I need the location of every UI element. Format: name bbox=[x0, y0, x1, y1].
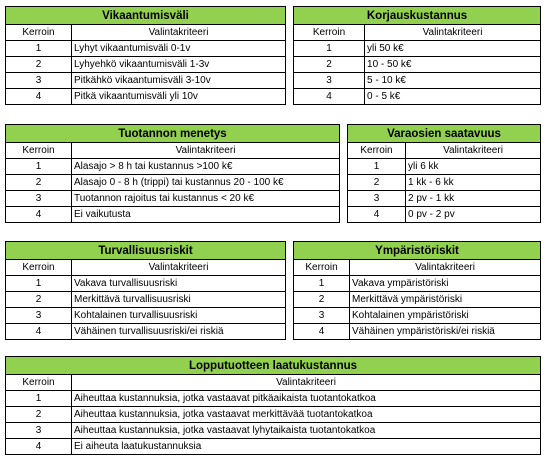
col-kerroin: Kerroin bbox=[6, 260, 72, 276]
col-kerroin: Kerroin bbox=[294, 25, 365, 41]
criteria-cell: 2 pv - 1 kk bbox=[406, 191, 541, 207]
criteria-cell: Aiheuttaa kustannuksia, jotka vastaavat merkittävää tuotantokatkoa bbox=[72, 407, 541, 423]
table-row bbox=[6, 73, 541, 89]
table-tuotannon-menetys-varaosat bbox=[5, 124, 541, 223]
criteria-cell: Alasajo 0 - 8 h (trippi) tai kustannus 20 - 100 k€ bbox=[72, 175, 340, 191]
kerroin-cell: 4 bbox=[294, 324, 350, 340]
criteria-cell: Kohtalainen turvallisuusriski bbox=[72, 308, 286, 324]
criteria-cell: Pitkä vikaantumisväli yli 10v bbox=[72, 89, 286, 105]
table-vikaantumisvali-korjauskustannus bbox=[5, 6, 541, 105]
criteria-cell: Merkittävä turvallisuusriski bbox=[72, 292, 286, 308]
table-row bbox=[6, 57, 541, 73]
kerroin-cell: 1 bbox=[6, 159, 72, 175]
criteria-cell: yli 6 kk bbox=[406, 159, 541, 175]
col-kerroin: Kerroin bbox=[6, 143, 72, 159]
col-valintakriteeri: Valintakriteeri bbox=[365, 25, 541, 41]
criteria-cell: Vähäinen ympäristöriski/ei riskiä bbox=[350, 324, 541, 340]
kerroin-cell: 4 bbox=[6, 439, 72, 455]
header-tuotannon-menetys: Tuotannon menetys bbox=[6, 125, 340, 143]
criteria-cell: Vakava turvallisuusriski bbox=[72, 276, 286, 292]
kerroin-cell: 2 bbox=[294, 57, 365, 73]
criteria-cell: Kohtalainen ympäristöriski bbox=[350, 308, 541, 324]
table-row bbox=[6, 89, 541, 105]
col-kerroin: Kerroin bbox=[6, 25, 72, 41]
header-lopputuotteen-laatukustannus: Lopputuotteen laatukustannus bbox=[6, 357, 541, 375]
criteria-cell: Merkittävä ympäristöriski bbox=[350, 292, 541, 308]
table-turvallisuus-ymparisto bbox=[5, 241, 541, 340]
kerroin-cell: 4 bbox=[294, 89, 365, 105]
table-row bbox=[6, 41, 541, 57]
kerroin-cell: 3 bbox=[6, 308, 72, 324]
criteria-cell: 1 kk - 6 kk bbox=[406, 175, 541, 191]
kerroin-cell: 4 bbox=[6, 324, 72, 340]
kerroin-cell: 2 bbox=[6, 292, 72, 308]
col-valintakriteeri: Valintakriteeri bbox=[72, 25, 286, 41]
kerroin-cell: 1 bbox=[6, 276, 72, 292]
criteria-cell: Aiheuttaa kustannuksia, jotka vastaavat lyhytaikaista tuotantokatkoa bbox=[72, 423, 541, 439]
col-valintakriteeri: Valintakriteeri bbox=[350, 260, 541, 276]
col-valintakriteeri: Valintakriteeri bbox=[406, 143, 541, 159]
criteria-cell: Pitkähkö vikaantumisväli 3-10v bbox=[72, 73, 286, 89]
table-row bbox=[6, 391, 541, 407]
criteria-cell: Aiheuttaa kustannuksia, jotka vastaavat pitkäaikaista tuotantokatkoa bbox=[72, 391, 541, 407]
kerroin-cell: 3 bbox=[294, 73, 365, 89]
kerroin-cell: 3 bbox=[294, 308, 350, 324]
header-turvallisuusriskit: Turvallisuusriskit bbox=[6, 242, 286, 260]
table-row bbox=[6, 292, 541, 308]
col-valintakriteeri: Valintakriteeri bbox=[72, 375, 541, 391]
kerroin-cell: 4 bbox=[348, 207, 406, 223]
criteria-cell: Lyhyt vikaantumisväli 0-1v bbox=[72, 41, 286, 57]
table-row bbox=[6, 159, 541, 175]
table-row bbox=[6, 324, 541, 340]
kerroin-cell: 3 bbox=[348, 191, 406, 207]
criteria-cell: Alasajo > 8 h tai kustannus >100 k€ bbox=[72, 159, 340, 175]
header-ymparistoriskit: Ympäristöriskit bbox=[294, 242, 541, 260]
criteria-cell: Tuotannon rajoitus tai kustannus < 20 k€ bbox=[72, 191, 340, 207]
kerroin-cell: 1 bbox=[6, 41, 72, 57]
criteria-cell: Ei aiheuta laatukustannuksia bbox=[72, 439, 541, 455]
criteria-cell: Ei vaikutusta bbox=[72, 207, 340, 223]
header-vikaantumisvali: Vikaantumisväli bbox=[6, 7, 286, 25]
table-row bbox=[6, 439, 541, 455]
kerroin-cell: 2 bbox=[294, 292, 350, 308]
col-kerroin: Kerroin bbox=[6, 375, 72, 391]
kerroin-cell: 1 bbox=[294, 276, 350, 292]
kerroin-cell: 1 bbox=[6, 391, 72, 407]
table-row bbox=[6, 423, 541, 439]
header-varaosien-saatavuus: Varaosien saatavuus bbox=[348, 125, 541, 143]
col-kerroin: Kerroin bbox=[294, 260, 350, 276]
kerroin-cell: 3 bbox=[6, 423, 72, 439]
col-valintakriteeri: Valintakriteeri bbox=[72, 260, 286, 276]
col-kerroin: Kerroin bbox=[348, 143, 406, 159]
table-lopputuotteen-laatukustannus bbox=[5, 356, 541, 455]
kerroin-cell: 4 bbox=[6, 207, 72, 223]
kerroin-cell: 2 bbox=[6, 57, 72, 73]
criteria-cell: 0 - 5 k€ bbox=[365, 89, 541, 105]
criteria-cell: 10 - 50 k€ bbox=[365, 57, 541, 73]
table-row bbox=[6, 175, 541, 191]
kerroin-cell: 2 bbox=[6, 407, 72, 423]
kerroin-cell: 1 bbox=[348, 159, 406, 175]
criteria-cell: Vakava ympäristöriski bbox=[350, 276, 541, 292]
table-row bbox=[6, 407, 541, 423]
table-row bbox=[6, 276, 541, 292]
kerroin-cell: 3 bbox=[6, 73, 72, 89]
criteria-cell: Lyhyehkö vikaantumisväli 1-3v bbox=[72, 57, 286, 73]
criteria-cell: yli 50 k€ bbox=[365, 41, 541, 57]
kerroin-cell: 2 bbox=[6, 175, 72, 191]
table-row bbox=[6, 207, 541, 223]
header-korjauskustannus: Korjauskustannus bbox=[294, 7, 541, 25]
criteria-cell: 0 pv - 2 pv bbox=[406, 207, 541, 223]
table-row bbox=[6, 308, 541, 324]
kerroin-cell: 1 bbox=[294, 41, 365, 57]
criteria-cell: Vähäinen turvallisuusriski/ei riskiä bbox=[72, 324, 286, 340]
kerroin-cell: 2 bbox=[348, 175, 406, 191]
criteria-cell: 5 - 10 k€ bbox=[365, 73, 541, 89]
kerroin-cell: 3 bbox=[6, 191, 72, 207]
table-row bbox=[6, 191, 541, 207]
col-valintakriteeri: Valintakriteeri bbox=[72, 143, 340, 159]
kerroin-cell: 4 bbox=[6, 89, 72, 105]
